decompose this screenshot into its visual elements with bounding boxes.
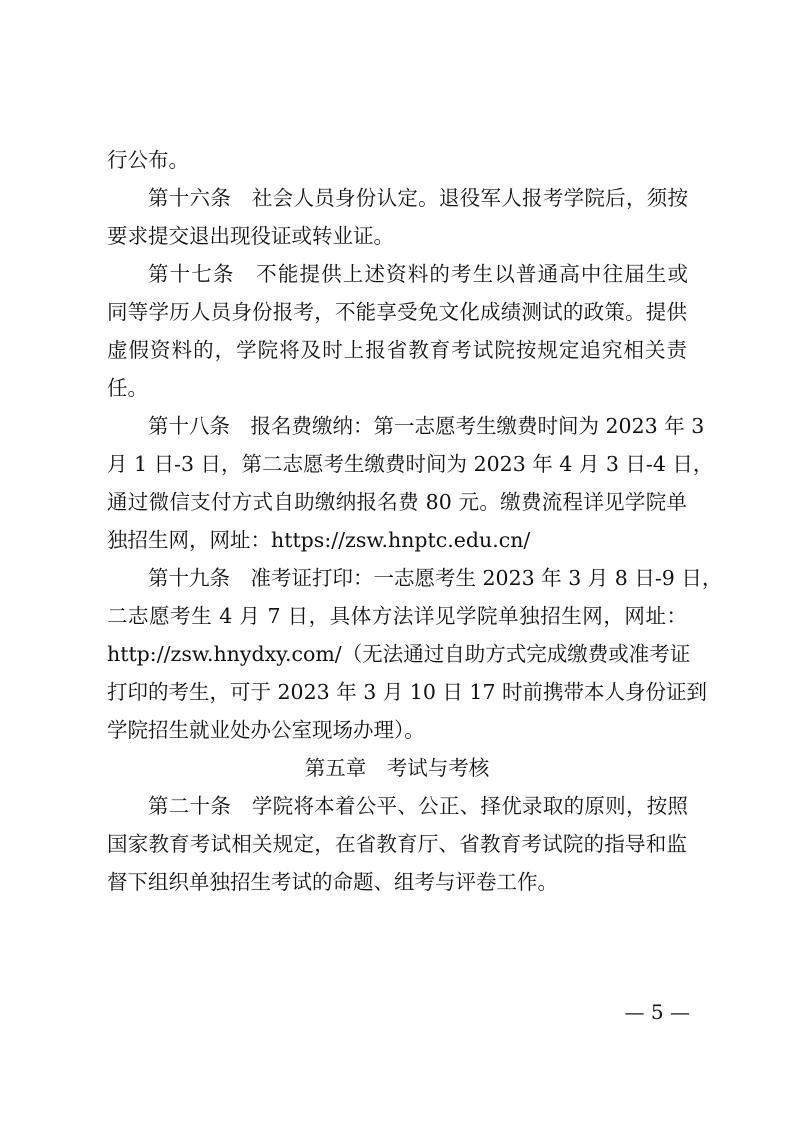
paragraph-line: 月 1 日-3 日，第二志愿考生缴费时间为 2023 年 4 月 3 日-4 日， xyxy=(107,452,714,476)
paragraph-line: 任。 xyxy=(107,376,148,400)
paragraph-line: 同等学历人员身份报考，不能享受免文化成绩测试的政策。提供 xyxy=(107,300,687,324)
paragraph-line: 国家教育考试相关规定，在省教育厅、省教育考试院的指导和监 xyxy=(107,832,687,856)
paragraph-line: 独招生网，网址：https://zsw.hnptc.edu.cn/ xyxy=(107,528,531,552)
paragraph-line: http://zsw.hnydxy.com/（无法通过自助方式完成缴费或准考证 xyxy=(107,642,691,666)
paragraph-line: 第二十条 学院将本着公平、公正、择优录取的原则，按照 xyxy=(148,794,688,818)
chapter-heading: 第五章 考试与考核 xyxy=(304,756,490,780)
paragraph-line: 第十七条 不能提供上述资料的考生以普通高中往届生或 xyxy=(148,262,688,286)
paragraph-line: 二志愿考生 4 月 7 日，具体方法详见学院单独招生网，网址： xyxy=(107,604,687,628)
paragraph-line: 行公布。 xyxy=(107,148,189,172)
paragraph-line: 通过微信支付方式自助缴纳报名费 80 元。缴费流程详见学院单 xyxy=(107,490,687,514)
paragraph-line: 学院招生就业处办公室现场办理）。 xyxy=(107,718,425,742)
page-number: — 5 — xyxy=(624,1000,690,1024)
paragraph-line: 打印的考生，可于 2023 年 3 月 10 日 17 时前携带本人身份证到 xyxy=(107,680,708,704)
paragraph-line: 要求提交退出现役证或转业证。 xyxy=(107,224,394,248)
paragraph-line: 虚假资料的，学院将及时上报省教育考试院按规定追究相关责 xyxy=(107,338,687,362)
paragraph-line: 第十九条 准考证打印：一志愿考生 2023 年 3 月 8 日-9 日， xyxy=(148,566,723,590)
paragraph-line: 第十八条 报名费缴纳：第一志愿考生缴费时间为 2023 年 3 xyxy=(148,414,705,438)
paragraph-line: 督下组织单独招生考试的命题、组考与评卷工作。 xyxy=(107,870,558,894)
paragraph-line: 第十六条 社会人员身份认定。退役军人报考学院后，须按 xyxy=(148,186,688,210)
